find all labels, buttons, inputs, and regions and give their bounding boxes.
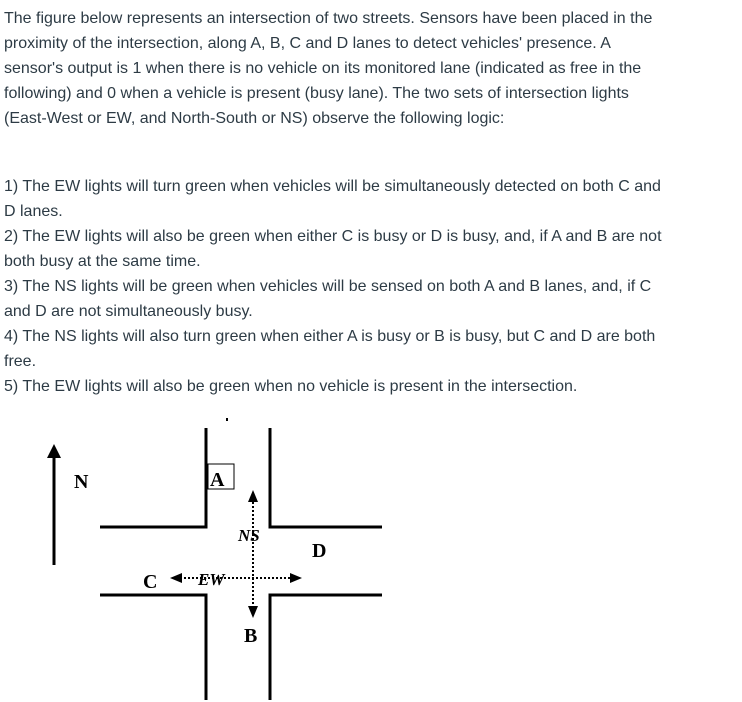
rules-list xyxy=(4,174,664,399)
north-label: N xyxy=(74,471,89,493)
lane-c-label: C xyxy=(143,571,158,593)
rule-1: 1) The EW lights will turn green when vehicles will be simultaneously detected on both C and D lanes. xyxy=(4,178,661,220)
ew-direction-arrow xyxy=(170,573,302,583)
road-outline xyxy=(100,428,382,700)
lane-d-label: D xyxy=(312,540,327,562)
ew-label: EW xyxy=(198,570,225,589)
lane-a-label: A xyxy=(210,469,225,491)
ns-direction-arrow xyxy=(248,490,258,618)
intersection-diagram xyxy=(0,405,420,702)
rule-5: 5) The EW lights will also be green when no vehicle is present in the intersection. xyxy=(4,378,578,395)
rule-3: 3) The NS lights will be green when vehicles will be sensed on both A and B lanes, and, if C and D are not simultaneously busy. xyxy=(4,278,652,320)
rule-2: 2) The EW lights will also be green when either C is busy or D is busy, and, if A and B are not both busy at the same time. xyxy=(4,228,662,270)
rule-4: 4) The NS lights will also turn green when either A is busy or B is busy, but C and D are both free. xyxy=(4,328,656,370)
problem-intro: The figure below represents an intersection of two streets. Sensors have been placed in the proximity of the intersection, along A, B, C and D lanes to detect vehicles' presence. A sensor's output is 1 when there is no vehicle on its monitored lane (indicated as free in the following) and 0 when a vehicle is present (busy lane). The two sets of intersection lights (East-West or EW, and North-South or NS) observe the following logic: xyxy=(4,10,653,127)
ns-label: NS xyxy=(238,526,260,545)
north-arrow xyxy=(47,444,61,565)
lane-b-label: B xyxy=(244,625,258,647)
